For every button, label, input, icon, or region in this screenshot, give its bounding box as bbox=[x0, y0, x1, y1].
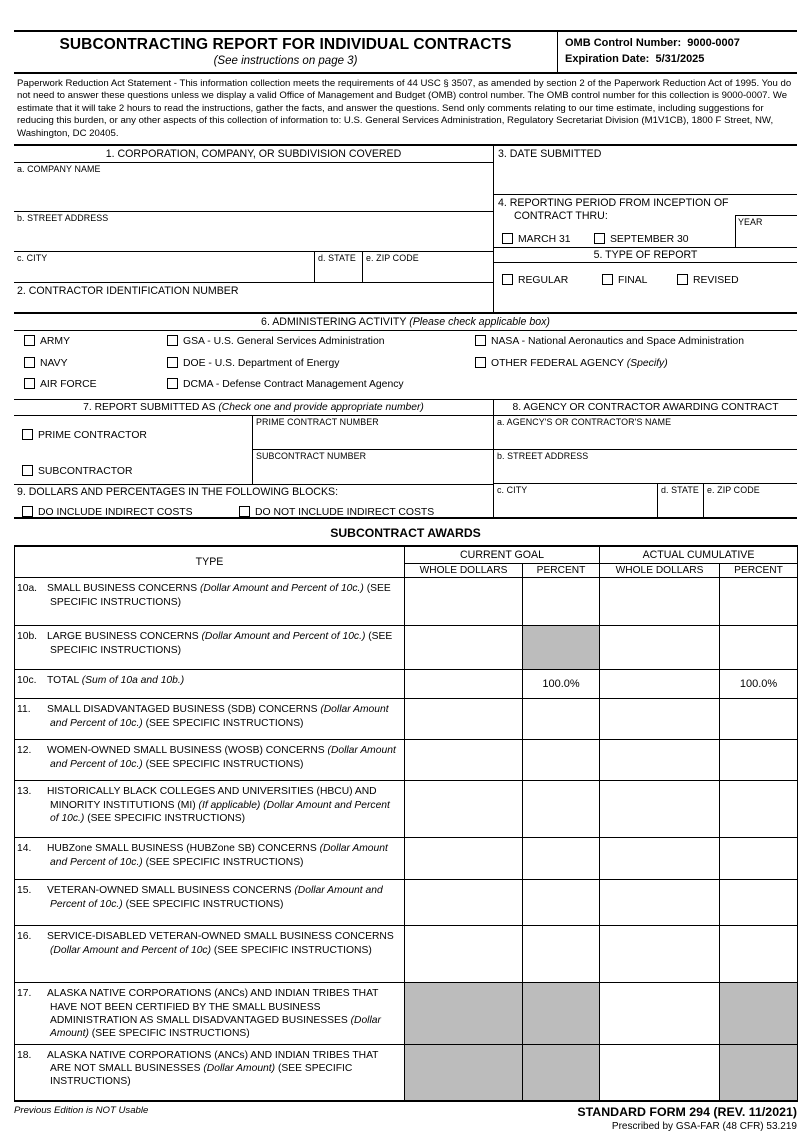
row-type-cell bbox=[15, 670, 405, 699]
row-text-italic: (Dollar Amount and Percent of 10c) bbox=[50, 944, 214, 956]
row-type-cell bbox=[15, 880, 405, 926]
standard-form-number: STANDARD FORM 294 (REV. 11/2021) bbox=[577, 1104, 797, 1119]
table-row bbox=[15, 1045, 798, 1101]
subcontract-number-label: SUBCONTRACT NUMBER bbox=[256, 451, 367, 462]
other-agency-note: (Specify) bbox=[626, 358, 668, 370]
actual-percent-cell[interactable] bbox=[720, 626, 798, 670]
form-identification bbox=[577, 1105, 797, 1132]
subcontract-awards-title: SUBCONTRACT AWARDS bbox=[330, 526, 481, 541]
row-text: (SEE SPECIFIC INSTRUCTIONS) bbox=[87, 812, 246, 824]
table-row bbox=[15, 983, 798, 1045]
section-3-title: 3. DATE SUBMITTED bbox=[498, 148, 602, 161]
other-federal-agency-checkbox[interactable] bbox=[475, 357, 486, 368]
table-row bbox=[15, 880, 798, 926]
row-text: (SEE SPECIFIC INSTRUCTIONS) bbox=[125, 898, 284, 910]
army-checkbox[interactable] bbox=[24, 335, 35, 346]
prime-contractor-option[interactable] bbox=[22, 425, 147, 443]
other-federal-agency-label bbox=[491, 358, 668, 369]
goal-whole-dollars-cell[interactable] bbox=[405, 578, 523, 626]
final-option[interactable] bbox=[602, 270, 647, 288]
section-1-title: 1. CORPORATION, COMPANY, OR SUBDIVISION COVERED bbox=[14, 146, 493, 163]
row-text: (SEE SPECIFIC INSTRUCTIONS) bbox=[50, 631, 393, 656]
contractor-id-field[interactable] bbox=[14, 283, 493, 312]
form-footer bbox=[14, 1102, 797, 1132]
row-type-cell bbox=[15, 983, 405, 1045]
nasa-option[interactable] bbox=[475, 335, 744, 347]
row-type-cell bbox=[15, 838, 405, 880]
row-number: 18. bbox=[17, 1050, 32, 1062]
prime-contract-number-field[interactable] bbox=[253, 416, 493, 450]
september-30-option[interactable] bbox=[594, 229, 689, 247]
section-6-title bbox=[14, 314, 797, 331]
gsa-option[interactable] bbox=[167, 335, 385, 347]
goal-percent-cell[interactable] bbox=[523, 740, 600, 781]
army-label: ARMY bbox=[40, 336, 71, 348]
company-name-label: a. COMPANY NAME bbox=[17, 164, 101, 175]
section-7-grid bbox=[14, 416, 493, 484]
gsa-checkbox[interactable] bbox=[167, 335, 178, 346]
navy-option[interactable] bbox=[24, 357, 68, 369]
page-subtitle: (See instructions on page 3) bbox=[213, 55, 358, 67]
col-header-type: TYPE bbox=[15, 546, 405, 578]
goal-whole-dollars-cell[interactable] bbox=[405, 926, 523, 983]
air-force-option[interactable] bbox=[24, 378, 97, 390]
col-header-current-goal: CURRENT GOAL bbox=[405, 546, 600, 564]
goal-percent-cell[interactable] bbox=[523, 880, 600, 926]
revised-option[interactable] bbox=[677, 270, 739, 288]
section-6-block bbox=[14, 314, 797, 400]
row-number: 12. bbox=[17, 745, 32, 757]
row-text: HUBZone SMALL BUSINESS (HUBZone SB) CONCERNS bbox=[47, 843, 320, 855]
previous-edition-note: Previous Edition is NOT Usable bbox=[14, 1104, 149, 1116]
other-federal-agency-option[interactable] bbox=[475, 357, 668, 369]
agency-street-address-field[interactable] bbox=[494, 450, 797, 484]
regular-option[interactable] bbox=[502, 270, 568, 288]
actual-whole-dollars-cell[interactable] bbox=[600, 1045, 720, 1101]
row-text: SMALL BUSINESS CONCERNS bbox=[47, 583, 200, 595]
paperwork-reduction-statement: Paperwork Reduction Act Statement - This information collection meets the requirements of 44 USC § 3507, as amended by section 2 of the Paperwork Reduction Act of 1995. You do not need to answer these questions unless we display a valid Office of Management and Budget (OMB) control number. The OMB control number for this collection is 9000-0007. We estimate that it will take 2 hours to read the instructions, gather the facts, and answer the questions. Send only comments relating to our time estimate, including suggestions for reducing this burden, or any other aspects of this collection of information to: U.S. General Services Administration, Regulatory Secretariat Division (M1V1CB), 1800 F Street, NW, Washington, DC 20405. bbox=[14, 74, 797, 146]
not-include-indirect-costs-label: DO NOT INCLUDE INDIRECT COSTS bbox=[255, 507, 435, 519]
goal-percent-cell bbox=[523, 983, 600, 1045]
header-title-block bbox=[14, 32, 558, 72]
agency-state-label: d. STATE bbox=[661, 485, 699, 496]
doe-option[interactable] bbox=[167, 357, 340, 369]
row-number: 10a. bbox=[17, 583, 38, 595]
row-text: (SEE SPECIFIC INSTRUCTIONS) bbox=[145, 856, 304, 868]
goal-whole-dollars-cell[interactable] bbox=[405, 699, 523, 740]
nasa-label: NASA - National Aeronautics and Space Administration bbox=[491, 336, 744, 348]
actual-whole-dollars-cell[interactable] bbox=[600, 626, 720, 670]
row-text: TOTAL bbox=[47, 675, 82, 687]
final-checkbox[interactable] bbox=[602, 274, 613, 285]
identification-block bbox=[14, 146, 797, 314]
goal-whole-dollars-cell[interactable] bbox=[405, 670, 523, 699]
army-option[interactable] bbox=[24, 335, 70, 347]
goal-whole-dollars-cell[interactable] bbox=[405, 880, 523, 926]
row-number: 10b. bbox=[17, 631, 38, 643]
goal-percent-cell[interactable] bbox=[523, 699, 600, 740]
row-text: WOMEN-OWNED SMALL BUSINESS (WOSB) CONCERNS bbox=[47, 745, 328, 757]
dcma-label: DCMA - Defense Contract Management Agency bbox=[183, 379, 404, 391]
row-text: SMALL DISADVANTAGED BUSINESS (SDB) CONCERNS bbox=[47, 704, 321, 716]
row-text-italic: (Dollar Amount and Percent of 10c.) bbox=[50, 885, 383, 910]
goal-percent-cell bbox=[523, 626, 600, 670]
section-6-title-note: (Please check applicable box) bbox=[409, 316, 550, 329]
goal-percent-cell[interactable]: 100.0% bbox=[523, 670, 600, 699]
row-type-cell bbox=[15, 578, 405, 626]
march-31-checkbox[interactable] bbox=[502, 233, 513, 244]
regular-label: REGULAR bbox=[518, 275, 569, 287]
row-text: (SEE SPECIFIC INSTRUCTIONS) bbox=[145, 758, 304, 770]
section-8-column bbox=[494, 400, 797, 517]
actual-percent-cell[interactable] bbox=[720, 699, 798, 740]
actual-whole-dollars-cell[interactable] bbox=[600, 699, 720, 740]
goal-whole-dollars-cell bbox=[405, 983, 523, 1045]
goal-whole-dollars-cell[interactable] bbox=[405, 781, 523, 838]
actual-whole-dollars-cell[interactable] bbox=[600, 740, 720, 781]
street-address-field[interactable] bbox=[14, 212, 493, 252]
form-page bbox=[14, 30, 797, 1132]
subcontractor-label: SUBCONTRACTOR bbox=[38, 466, 133, 478]
table-row bbox=[15, 838, 798, 880]
march-31-option[interactable] bbox=[502, 229, 571, 247]
subcontract-number-field[interactable] bbox=[253, 450, 493, 484]
gsa-label: GSA - U.S. General Services Administration bbox=[183, 336, 385, 348]
goal-whole-dollars-cell[interactable] bbox=[405, 626, 523, 670]
section-7-title bbox=[14, 400, 493, 416]
section-7-title-note: (Check one and provide appropriate number) bbox=[218, 402, 424, 414]
navy-checkbox[interactable] bbox=[24, 357, 35, 368]
expiration-label: Expiration Date: bbox=[565, 52, 650, 65]
reporting-period-block bbox=[494, 195, 797, 248]
dcma-checkbox[interactable] bbox=[167, 378, 178, 389]
goal-percent-cell[interactable] bbox=[523, 781, 600, 838]
row-text-italic: (Dollar Amount and Percent of 10c.) bbox=[50, 745, 396, 770]
col-header-actual-cumulative: ACTUAL CUMULATIVE bbox=[600, 546, 798, 564]
form-header bbox=[14, 30, 797, 74]
section-8-title: 8. AGENCY OR CONTRACTOR AWARDING CONTRACT bbox=[494, 400, 797, 416]
nasa-checkbox[interactable] bbox=[475, 335, 486, 346]
air-force-checkbox[interactable] bbox=[24, 378, 35, 389]
row-type-cell bbox=[15, 626, 405, 670]
actual-whole-dollars-cell[interactable] bbox=[600, 781, 720, 838]
dcma-option[interactable] bbox=[167, 378, 404, 390]
prime-contract-number-label: PRIME CONTRACT NUMBER bbox=[256, 417, 379, 428]
revised-checkbox[interactable] bbox=[677, 274, 688, 285]
table-row bbox=[15, 740, 798, 781]
goal-percent-cell[interactable] bbox=[523, 926, 600, 983]
row-text-italic: (Sum of 10a and 10b.) bbox=[81, 675, 185, 687]
company-name-field[interactable] bbox=[14, 163, 493, 212]
goal-percent-cell bbox=[523, 1045, 600, 1101]
actual-whole-dollars-cell[interactable] bbox=[600, 880, 720, 926]
subcontractor-checkbox[interactable] bbox=[22, 465, 33, 476]
section-9-block bbox=[14, 484, 493, 517]
actual-whole-dollars-cell[interactable] bbox=[600, 838, 720, 880]
row-type-cell bbox=[15, 1045, 405, 1101]
actual-whole-dollars-cell[interactable] bbox=[600, 670, 720, 699]
row-type-cell bbox=[15, 781, 405, 838]
actual-whole-dollars-cell[interactable] bbox=[600, 578, 720, 626]
section-5-title: 5. TYPE OF REPORT bbox=[494, 248, 797, 263]
air-force-label: AIR FORCE bbox=[40, 379, 97, 391]
agency-city-field[interactable] bbox=[494, 484, 658, 517]
year-label: YEAR bbox=[738, 217, 763, 228]
row-text-italic: (Dollar Amount and Percent of 10c.) bbox=[201, 631, 369, 643]
expiration-line bbox=[565, 52, 797, 68]
prescribed-by-note: Prescribed by GSA-FAR (48 CFR) 53.219 bbox=[611, 1120, 797, 1132]
actual-percent-cell[interactable] bbox=[720, 838, 798, 880]
march-31-label: MARCH 31 bbox=[518, 234, 571, 246]
actual-whole-dollars-cell[interactable] bbox=[600, 983, 720, 1045]
table-row bbox=[15, 699, 798, 740]
goal-percent-cell[interactable] bbox=[523, 578, 600, 626]
goal-whole-dollars-cell[interactable] bbox=[405, 740, 523, 781]
agency-name-label: a. AGENCY'S OR CONTRACTOR'S NAME bbox=[497, 417, 672, 428]
actual-percent-cell bbox=[720, 983, 798, 1045]
september-30-label: SEPTEMBER 30 bbox=[610, 234, 689, 246]
actual-percent-cell bbox=[720, 1045, 798, 1101]
include-indirect-costs-label: DO INCLUDE INDIRECT COSTS bbox=[38, 507, 193, 519]
col-header-actual-whole-dollars: WHOLE DOLLARS bbox=[600, 564, 720, 578]
section-6-title-text: 6. ADMINISTERING ACTIVITY bbox=[261, 316, 407, 329]
doe-checkbox[interactable] bbox=[167, 357, 178, 368]
navy-label: NAVY bbox=[40, 358, 68, 370]
omb-control-line bbox=[565, 36, 797, 52]
row-text: HISTORICALLY BLACK COLLEGES AND UNIVERSITIES (HBCU) AND MINORITY INSTITUTIONS (MI) bbox=[47, 786, 377, 811]
row-number: 14. bbox=[17, 843, 32, 855]
page-title: SUBCONTRACTING REPORT FOR INDIVIDUAL CONTRACTS bbox=[59, 36, 512, 53]
row-text-italic: (Dollar Amount) bbox=[50, 1014, 381, 1039]
row-type-cell bbox=[15, 926, 405, 983]
report-submitted-as-options bbox=[14, 416, 253, 484]
include-indirect-costs-option[interactable] bbox=[22, 502, 193, 520]
section-4-title-line1: 4. REPORTING PERIOD FROM INCEPTION OF bbox=[498, 197, 729, 210]
actual-whole-dollars-cell[interactable] bbox=[600, 926, 720, 983]
agency-street-address-label: b. STREET ADDRESS bbox=[497, 451, 589, 462]
row-number: 13. bbox=[17, 786, 32, 798]
row-number: 16. bbox=[17, 931, 32, 943]
city-field[interactable] bbox=[14, 252, 315, 282]
row-type-cell bbox=[15, 740, 405, 781]
table-row bbox=[15, 626, 798, 670]
agency-name-field[interactable] bbox=[494, 416, 797, 450]
date-submitted-field[interactable] bbox=[494, 146, 797, 195]
other-agency-text: OTHER FEDERAL AGENCY bbox=[491, 358, 624, 370]
section-2-title: 2. CONTRACTOR IDENTIFICATION NUMBER bbox=[17, 285, 239, 298]
not-include-indirect-costs-checkbox[interactable] bbox=[239, 506, 250, 517]
september-30-checkbox[interactable] bbox=[594, 233, 605, 244]
not-include-indirect-costs-option[interactable] bbox=[239, 502, 434, 520]
row-text-italic: (Dollar Amount and Percent of 10c.) bbox=[199, 583, 367, 595]
table-row bbox=[15, 926, 798, 983]
include-indirect-costs-checkbox[interactable] bbox=[22, 506, 33, 517]
row-text: (SEE SPECIFIC INSTRUCTIONS) bbox=[91, 1027, 250, 1039]
row-text: VETERAN-OWNED SMALL BUSINESS CONCERNS bbox=[47, 885, 295, 897]
agency-zip-field[interactable] bbox=[704, 484, 797, 517]
administering-activity-options bbox=[14, 331, 797, 399]
row-text: (SEE SPECIFIC INSTRUCTIONS) bbox=[213, 944, 372, 956]
agency-state-field[interactable] bbox=[658, 484, 704, 517]
revised-label: REVISED bbox=[693, 275, 739, 287]
zip-field[interactable] bbox=[363, 252, 493, 282]
row-text: LARGE BUSINESS CONCERNS bbox=[47, 631, 202, 643]
omb-block bbox=[558, 32, 797, 72]
table-header-group-row bbox=[15, 546, 798, 564]
table-row bbox=[15, 781, 798, 838]
row-text-italic: (Dollar Amount) bbox=[203, 1063, 278, 1075]
actual-percent-cell[interactable] bbox=[720, 880, 798, 926]
actual-percent-cell[interactable] bbox=[720, 926, 798, 983]
regular-checkbox[interactable] bbox=[502, 274, 513, 285]
row-number: 17. bbox=[17, 988, 32, 1000]
row-text: SERVICE-DISABLED VETERAN-OWNED SMALL BUSINESS CONCERNS bbox=[47, 931, 394, 943]
state-label: d. STATE bbox=[318, 253, 356, 264]
final-label: FINAL bbox=[618, 275, 648, 287]
street-address-label: b. STREET ADDRESS bbox=[17, 213, 109, 224]
prime-contractor-label: PRIME CONTRACTOR bbox=[38, 430, 147, 442]
actual-percent-cell[interactable] bbox=[720, 740, 798, 781]
row-text: (SEE SPECIFIC INSTRUCTIONS) bbox=[145, 717, 304, 729]
goal-percent-cell[interactable] bbox=[523, 838, 600, 880]
actual-percent-cell[interactable] bbox=[720, 578, 798, 626]
col-header-goal-percent: PERCENT bbox=[523, 564, 600, 578]
table-body bbox=[15, 578, 798, 1101]
actual-percent-cell[interactable]: 100.0% bbox=[720, 670, 798, 699]
omb-control-value: 9000-0007 bbox=[687, 37, 740, 49]
row-text-italic: (Dollar Amount and Percent of 10c.) bbox=[50, 843, 388, 868]
table-row bbox=[15, 670, 798, 699]
section-1-2-column bbox=[14, 146, 494, 312]
row-text-italic: (If applicable) (Dollar Amount and Percent of 10c.) bbox=[50, 799, 390, 824]
prime-contractor-checkbox[interactable] bbox=[22, 429, 33, 440]
type-of-report-options bbox=[494, 263, 797, 292]
doe-label: DOE - U.S. Department of Energy bbox=[183, 358, 340, 370]
row-text: ALASKA NATIVE CORPORATIONS (ANCs) AND INDIAN TRIBES THAT HAVE NOT BEEN CERTIFIED BY THE SMALL BUSINESS ADMINISTRATION AS SMALL DISADVANTAGED BUSINESSES bbox=[47, 988, 379, 1026]
row-text: (SEE SPECIFIC INSTRUCTIONS) bbox=[50, 1063, 353, 1088]
omb-control-label: OMB Control Number: bbox=[565, 37, 682, 49]
section-7-8-block bbox=[14, 400, 797, 517]
section-7-column bbox=[14, 400, 494, 517]
agency-zip-label: e. ZIP CODE bbox=[707, 485, 760, 496]
contract-number-column bbox=[253, 416, 493, 484]
zip-label: e. ZIP CODE bbox=[366, 253, 419, 264]
row-number: 15. bbox=[17, 885, 32, 897]
col-header-goal-whole-dollars: WHOLE DOLLARS bbox=[405, 564, 523, 578]
row-text-italic: (Dollar Amount and Percent of 10c.) bbox=[50, 704, 389, 729]
agency-city-label: c. CITY bbox=[497, 485, 528, 496]
section-9-title: 9. DOLLARS AND PERCENTAGES IN THE FOLLOWING BLOCKS: bbox=[17, 486, 339, 499]
section-7-title-text: 7. REPORT SUBMITTED AS bbox=[83, 402, 216, 414]
table-row bbox=[15, 578, 798, 626]
row-number: 10c. bbox=[17, 675, 37, 687]
section-3-4-5-column bbox=[494, 146, 797, 312]
state-field[interactable] bbox=[315, 252, 363, 282]
goal-whole-dollars-cell bbox=[405, 1045, 523, 1101]
subcontract-awards-table bbox=[14, 545, 798, 1101]
year-field[interactable] bbox=[735, 215, 797, 247]
actual-percent-cell[interactable] bbox=[720, 781, 798, 838]
row-number: 11. bbox=[17, 704, 31, 716]
city-label: c. CITY bbox=[17, 253, 48, 264]
goal-whole-dollars-cell[interactable] bbox=[405, 838, 523, 880]
section-4-title-line2: CONTRACT THRU: bbox=[514, 210, 608, 223]
row-type-cell bbox=[15, 699, 405, 740]
row-text: (SEE SPECIFIC INSTRUCTIONS) bbox=[50, 583, 391, 608]
col-header-actual-percent: PERCENT bbox=[720, 564, 798, 578]
subcontractor-option[interactable] bbox=[22, 461, 133, 479]
row-text: ALASKA NATIVE CORPORATIONS (ANCs) AND INDIAN TRIBES THAT ARE NOT SMALL BUSINESSES bbox=[47, 1050, 379, 1075]
expiration-value: 5/31/2025 bbox=[655, 52, 705, 65]
